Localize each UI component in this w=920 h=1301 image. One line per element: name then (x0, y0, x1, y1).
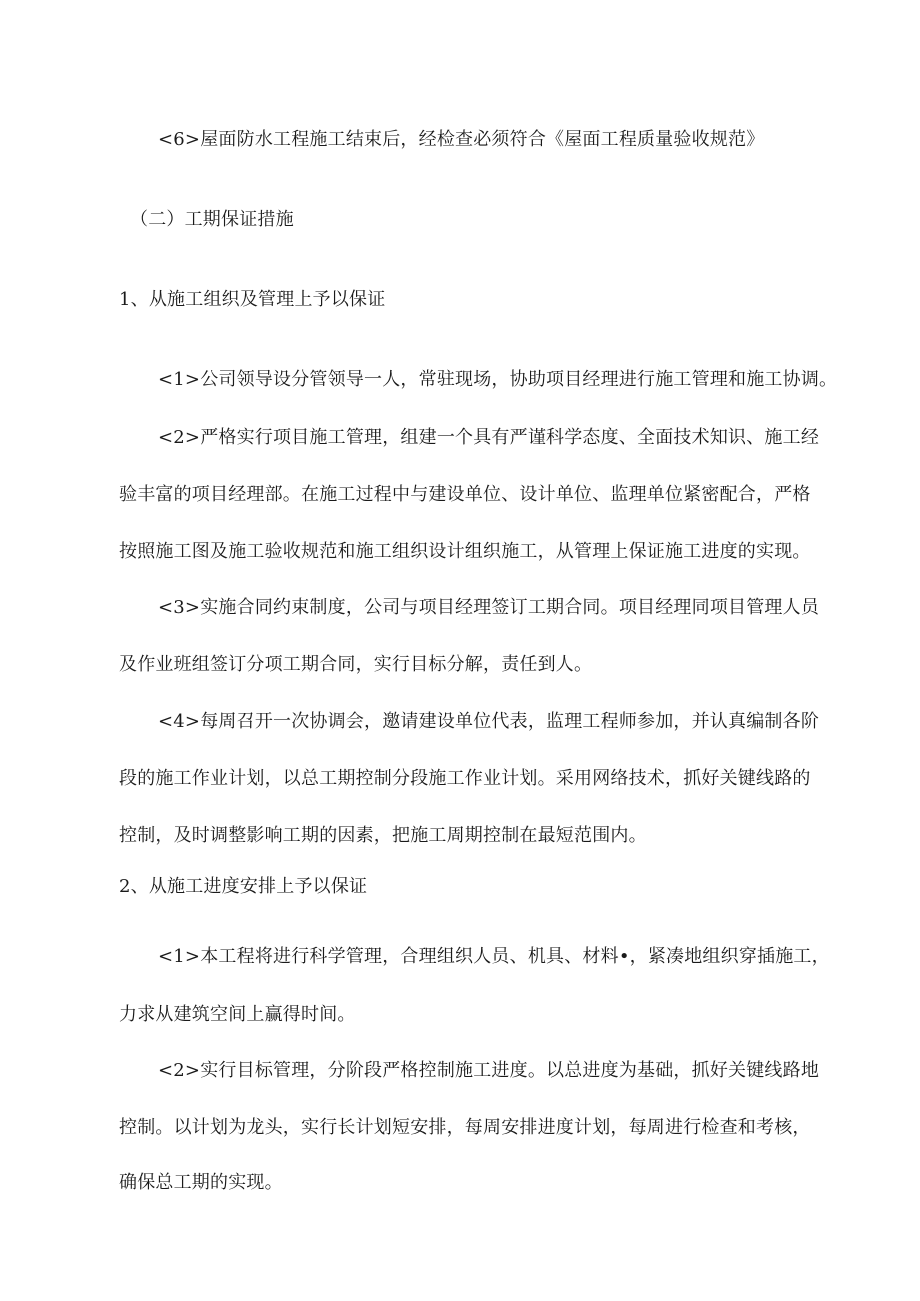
paragraph-item-6-line-1: <2>实行目标管理，分阶段严格控制施工进度。以总进度为基础，抓好关键线路地 (158, 1060, 820, 1081)
paragraph-item-4-line-3: 控制，及时调整影响工期的因素，把施工周期控制在最短范围内。 (119, 825, 647, 846)
paragraph-item-5-line-1: <1>本工程将进行科学管理，合理组织人员、机具、材料•，紧凑地组织穿插施工， (158, 946, 830, 967)
paragraph-item-1-line-1: <1>公司领导设分管领导一人，常驻现场，协助项目经理进行施工管理和施工协调。 (158, 369, 838, 390)
subheading-organization-management: 1、从施工组织及管理上予以保证 (119, 289, 386, 310)
paragraph-item-2-line-1: <2>严格实行项目施工管理，组建一个具有严谨科学态度、全面技术知识、施工经 (158, 427, 820, 448)
section-heading-schedule-guarantee: （二）工期保证措施 (130, 209, 294, 230)
paragraph-roof-waterproofing: <6>屋面防水工程施工结束后，经检查必须符合《屋面工程质量验收规范》 (158, 129, 765, 150)
paragraph-item-3-line-2: 及作业班组签订分项工期合同，实行目标分解，责任到人。 (119, 654, 593, 675)
paragraph-item-4-line-1: <4>每周召开一次协调会，邀请建设单位代表，监理工程师参加，并认真编制各阶 (158, 711, 820, 732)
subheading-schedule-arrangement: 2、从施工进度安排上予以保证 (119, 876, 368, 897)
paragraph-item-3-line-1: <3>实施合同约束制度，公司与项目经理签订工期合同。项目经理同项目管理人员 (158, 597, 820, 618)
paragraph-item-2-line-2: 验丰富的项目经理部。在施工过程中与建设单位、设计单位、监理单位紧密配合，严格 (119, 484, 811, 505)
paragraph-item-5-line-2: 力求从建筑空间上赢得时间。 (119, 1004, 356, 1025)
paragraph-item-6-line-2: 控制。以计划为龙头，实行长计划短安排，每周安排进度计划，每周进行检查和考核， (119, 1117, 811, 1138)
paragraph-item-4-line-2: 段的施工作业计划，以总工期控制分段施工作业计划。采用网络技术，抓好关键线路的 (119, 768, 811, 789)
paragraph-item-2-line-3: 按照施工图及施工验收规范和施工组织设计组织施工，从管理上保证施工进度的实现。 (119, 541, 811, 562)
paragraph-item-6-line-3: 确保总工期的实现。 (119, 1172, 283, 1193)
